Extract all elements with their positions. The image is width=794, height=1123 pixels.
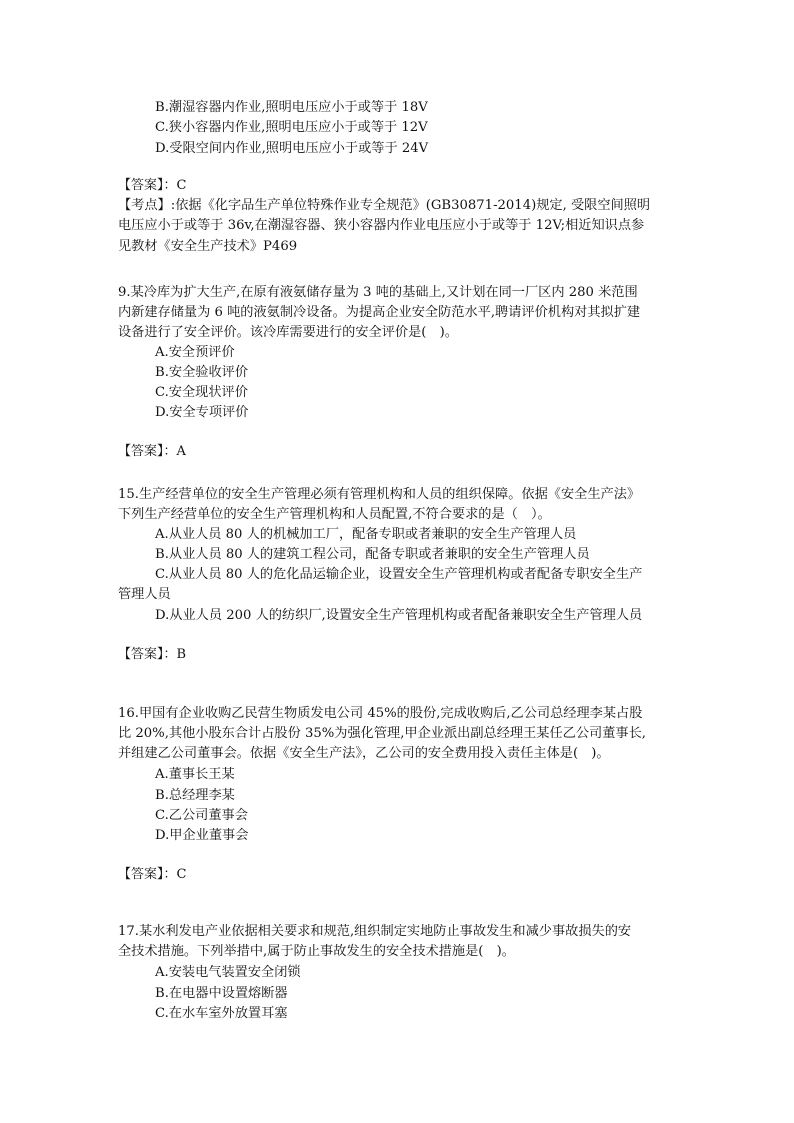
q9-answer: 【答案】：A bbox=[118, 444, 186, 459]
q15-option-c-continuation: 管理人员 bbox=[118, 587, 171, 602]
q16-option-a: A.董事长王某 bbox=[155, 767, 235, 782]
q9-option-c: C.安全现状评价 bbox=[155, 385, 248, 400]
q15-option-d: D.从业人员 200 人的纺织厂,设置安全生产管理机构或者配备兼职安全生产管理人员 bbox=[155, 608, 643, 623]
q15-stem-line-1: 15.生产经营单位的安全生产管理必须有管理机构和人员的组织保障。依据《安全生产法》 bbox=[118, 487, 641, 502]
q15-answer: 【答案】：B bbox=[118, 647, 187, 662]
q16-answer: 【答案】：C bbox=[118, 867, 187, 882]
q15-option-b: B.从业人员 80 人的建筑工程公司，配备专职或者兼职的安全生产管理人员 bbox=[155, 547, 590, 562]
q16-option-c: C.乙公司董事会 bbox=[155, 808, 248, 823]
q8-option-b: B.潮湿容器内作业,照明电压应小于或等于 18V bbox=[155, 100, 428, 115]
q8-note-line-3: 见教材《安全生产技术》P469 bbox=[118, 239, 298, 254]
q15-option-a: A.从业人员 80 人的机械加工厂，配备专职或者兼职的安全生产管理人员 bbox=[155, 527, 577, 542]
q16-stem-line-2: 比 20%,其他小股东合计占股份 35%为强化管理,甲企业派出副总经理王某任乙公司董事长, bbox=[118, 726, 646, 741]
q17-stem-line-1: 17.某水利发电产业依据相关要求和规范,组织制定实地防止事故发生和减少事故损失的安 bbox=[118, 924, 632, 939]
q15-option-c: C.从业人员 80 人的危化品运输企业，设置安全生产管理机构或者配备专职安全生产 bbox=[155, 567, 643, 582]
q16-option-b: B.总经理李某 bbox=[155, 788, 235, 803]
q9-option-b: B.安全验收评价 bbox=[155, 365, 249, 380]
q8-option-d: D.受限空间内作业,照明电压应小于或等于 24V bbox=[155, 141, 429, 156]
q17-option-c: C.在水车室外放置耳塞 bbox=[155, 1006, 288, 1021]
q8-answer: 【答案】：C bbox=[118, 178, 187, 193]
q15-stem-line-2: 下列生产经营单位的安全生产管理机构和人员配置,不符合要求的是（ ）。 bbox=[118, 507, 551, 522]
q8-note-line-2: 电压应小于或等于 36v,在潮湿容器、狭小容器内作业电压应小于或等于 12V;相近知识点参 bbox=[118, 218, 645, 233]
q9-stem-line-1: 9.某冷库为扩大生产,在原有液氨储存量为 3 吨的基础上,又计划在同一厂区内 280 米范围 bbox=[118, 285, 638, 300]
q16-option-d: D.甲企业董事会 bbox=[155, 828, 249, 843]
q16-stem-line-3: 并组建乙公司董事会。依据《安全生产法》，乙公司的安全费用投入责任主体是( )。 bbox=[118, 746, 610, 761]
q8-note-line-1: 【考点】:依据《化字品生产单位特殊作业专全规范》(GB30871-2014)规定, 受限空间照明 bbox=[118, 198, 651, 213]
q9-option-a: A.安全预评价 bbox=[155, 345, 235, 360]
q16-stem-line-1: 16.甲国有企业收购乙民营生物质发电公司 45%的股份,完成收购后,乙公司总经理李某占股 bbox=[118, 706, 643, 721]
q9-option-d: D.安全专项评价 bbox=[155, 405, 249, 420]
q17-stem-line-2: 全技术措施。下列举措中,属于防止事故发生的安全技术措施是( )。 bbox=[118, 944, 515, 959]
q17-option-a: A.安装电气装置安全闭锁 bbox=[155, 965, 301, 980]
q17-option-b: B.在电器中设置熔断器 bbox=[155, 986, 288, 1001]
q8-option-c: C.狭小容器内作业,照明电压应小于或等于 12V bbox=[155, 120, 428, 135]
q9-stem-line-3: 设备进行了安全评价。该冷库需要进行的安全评价是( )。 bbox=[118, 325, 458, 340]
q9-stem-line-2: 内新建存储量为 6 吨的液氨制冷设备。为提高企业安全防范水平,聘请评价机构对其拟扩建 bbox=[118, 305, 641, 320]
